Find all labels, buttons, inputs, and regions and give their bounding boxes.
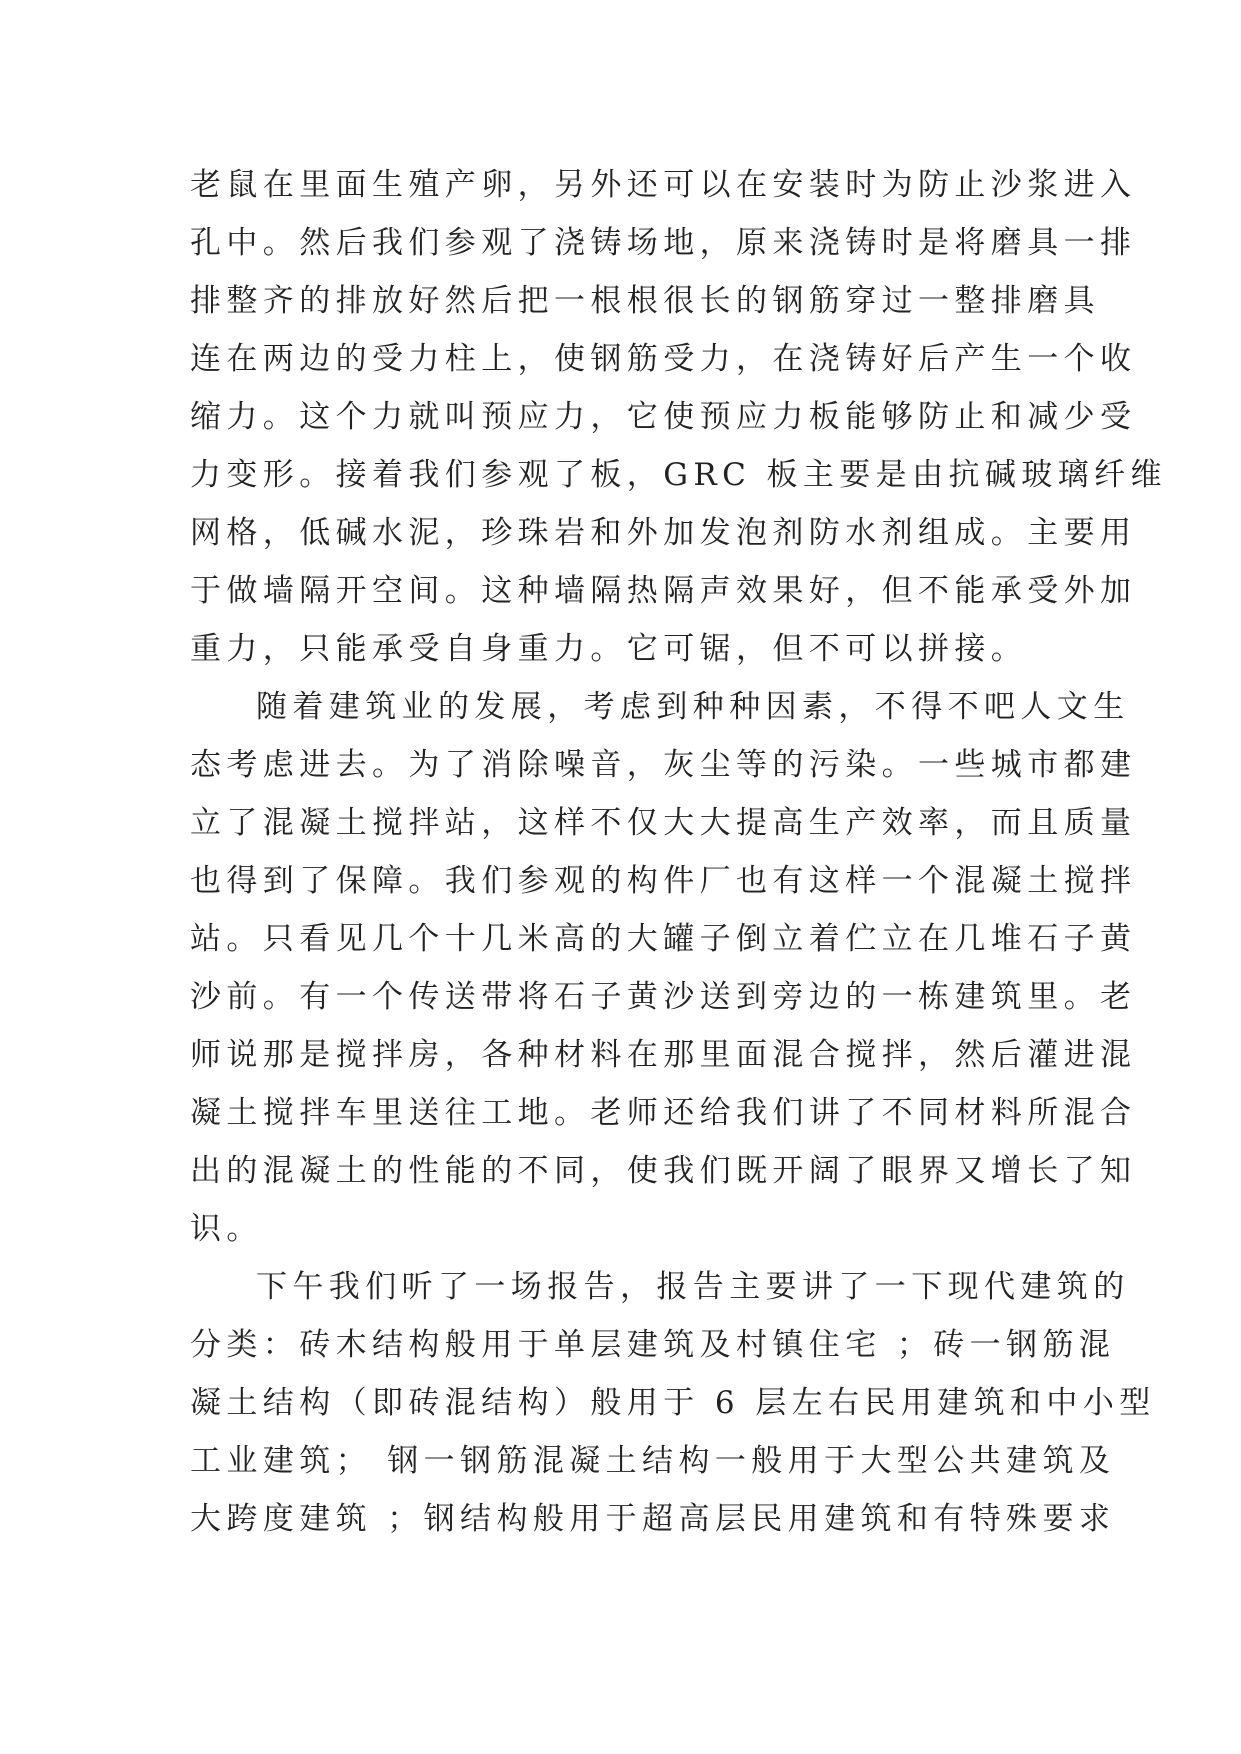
text-line: 凝土搅拌车里送往工地。老师还给我们讲了不同材料所混合 [190, 1095, 1137, 1131]
text-line: 力变形。接着我们参观了板，GRC 板主要是由抗碱玻璃纤维 [190, 457, 1167, 493]
paragraph-start-line: 随着建筑业的发展，考虑到种种因素，不得不吧人文生 [256, 689, 1130, 725]
text-line: 也得到了保障。我们参观的构件厂也有这样一个混凝土搅拌 [190, 863, 1137, 899]
text-line: 于做墙隔开空间。这种墙隔热隔声效果好，但不能承受外加 [190, 573, 1137, 609]
text-line: 分类：砖木结构般用于单层建筑及村镇住宅 ；砖一钢筋混 [190, 1327, 1116, 1363]
text-line: 重力，只能承受自身重力。它可锯，但不可以拼接。 [190, 631, 1028, 667]
text-line: 站。只看见几个十几米高的大罐子倒立着伫立在几堆石子黄 [190, 921, 1137, 957]
text-line: 凝土结构（即砖混结构）般用于 6 层左右民用建筑和中小型 [190, 1385, 1156, 1421]
body-text [190, 156, 1167, 1548]
text-line: 大跨度建筑 ；钢结构般用于超高层民用建筑和有特殊要求 [190, 1501, 1116, 1537]
text-line: 网格，低碱水泥，珍珠岩和外加发泡剂防水剂组成。主要用 [190, 515, 1137, 551]
text-line: 识。 [190, 1211, 263, 1247]
text-line: 师说那是搅拌房，各种材料在那里面混合搅拌，然后灌进混 [190, 1037, 1137, 1073]
text-line: 工业建筑； 钢一钢筋混凝土结构一般用于大型公共建筑及 [190, 1443, 1116, 1479]
paragraph-start-line: 下午我们听了一场报告，报告主要讲了一下现代建筑的 [256, 1269, 1130, 1305]
text-line: 孔中。然后我们参观了浇铸场地，原来浇铸时是将磨具一排 [190, 225, 1137, 261]
text-line: 老鼠在里面生殖产卵，另外还可以在安装时为防止沙浆进入 [190, 167, 1137, 203]
text-line: 态考虑进去。为了消除噪音，灰尘等的污染。一些城市都建 [190, 747, 1137, 783]
text-line: 排整齐的排放好然后把一根根很长的钢筋穿过一整排磨具 [190, 283, 1100, 319]
text-line: 缩力。这个力就叫预应力，它使预应力板能够防止和减少受 [190, 399, 1137, 435]
text-line: 沙前。有一个传送带将石子黄沙送到旁边的一栋建筑里。老 [190, 979, 1137, 1015]
text-line: 出的混凝土的性能的不同，使我们既开阔了眼界又增长了知 [190, 1153, 1137, 1189]
text-line: 立了混凝土搅拌站，这样不仅大大提高生产效率，而且质量 [190, 805, 1137, 841]
text-line: 连在两边的受力柱上，使钢筋受力，在浇铸好后产生一个收 [190, 341, 1137, 377]
